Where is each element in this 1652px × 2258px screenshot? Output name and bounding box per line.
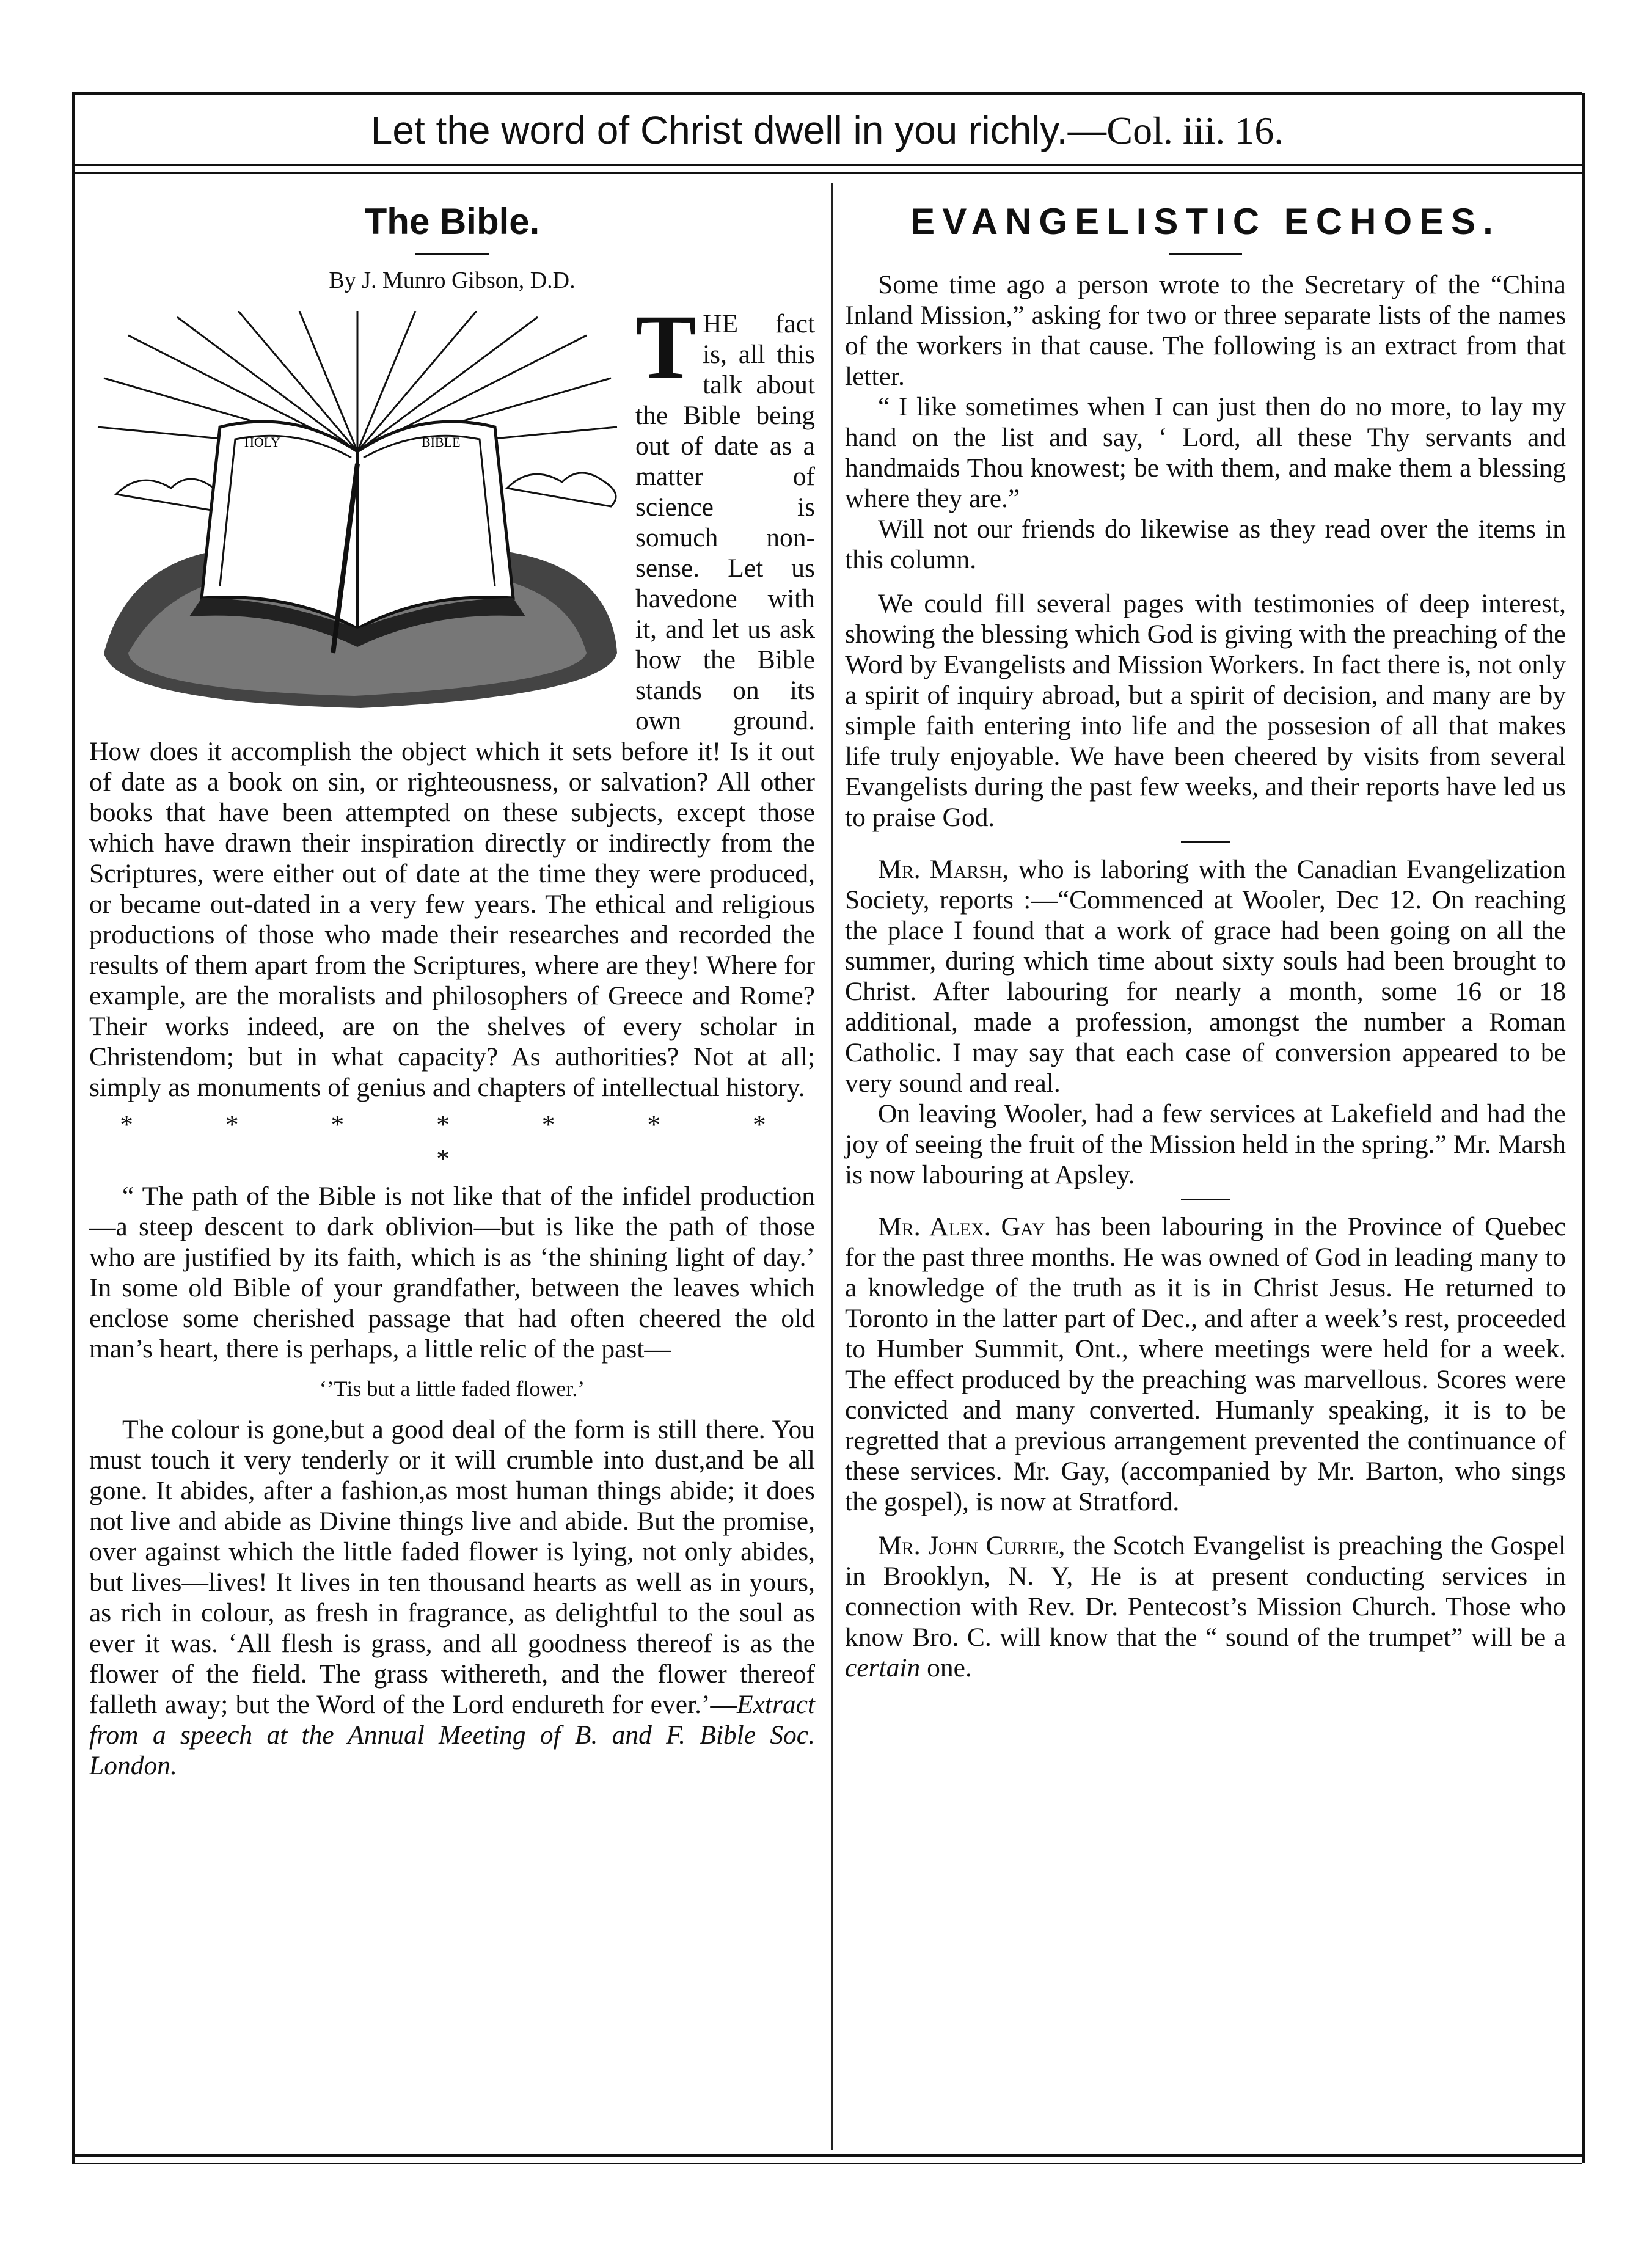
bible-paragraph-3 <box>89 1414 815 1781</box>
spacer <box>845 575 1566 588</box>
bible-label-holy: HOLY <box>244 434 280 450</box>
faded-flower-quote: ‘’Tis but a little faded flower.’ <box>319 1376 585 1401</box>
echoes-paragraph-currie <box>845 1530 1566 1683</box>
section-rule <box>1181 841 1230 843</box>
column-divider <box>831 183 833 2150</box>
header-rule <box>72 164 1582 166</box>
right-column <box>845 183 1566 1683</box>
article-title-bible: The Bible. <box>364 201 540 242</box>
echoes-paragraph-gay-text: has been labouring in the Province of Quebec for the past three months. He was owned of God in leading many to a knowledge of the truth as it is in Christ Jesus. He returned to Toronto in the latter part of Dec., and after a week’s rest, proceeded to Humber Summit, Ont., where meetings were held for a week. The effect produced by the preaching was marvellous. Scores were convicted and many converted. Humanly speaking, it is to be regretted that a previous arrangement prevented the continuance of these services. Mr. Gay, (accompanied by Mr. Barton, who sings the gospel), is now at Stratford. <box>845 1212 1566 1516</box>
echoes-paragraph-marsh <box>845 854 1566 1098</box>
section-rule <box>1181 1199 1230 1200</box>
echoes-paragraph-2: “ I like sometimes when I can just then do no more, to lay my hand on the list and say, ‘ Lord, all these Thy servants and handmaids Thou knowest; be with them, and make them a blessing where they are.” <box>845 392 1566 513</box>
spacer <box>845 1517 1566 1530</box>
bible-label-bible: BIBLE <box>422 434 461 450</box>
echoes-paragraph-3: Will not our friends do likewise as they read over the items in this column. <box>845 514 1566 574</box>
echoes-paragraph-currie-text: the Scotch Evangelist is preaching the Gospel in Brooklyn, N. Y, He is at present conducting services in connection with Rev. Dr. Pentecost’s Mission Church. Those who know Bro. C. will know that the “ sound of the trumpet” will be a <box>845 1531 1566 1652</box>
motto-reference: Col. iii. 16. <box>1106 109 1284 152</box>
echoes-paragraph-marsh-text: who is laboring with the Canadian Evangelization Society, reports :—“Commenced at Wooler, Dec 12. On reaching the place I found that a work of grace had been going on all the summer, during which time about sixty souls had been brought to Christ. After labouring for nearly a month, some 16 or 18 additional, made a profession, amongst the number a Roman Catholic. I may say that each case of conversion appeared to be very sound and real. <box>845 855 1566 1098</box>
bible-source-citation: Extract from a speech at the Annual Meeting of B. and F. Bible Soc. London. <box>89 1690 815 1780</box>
person-name-gay: Mr. Alex. Gay <box>878 1212 1045 1241</box>
title-rule <box>1169 253 1242 255</box>
person-name-marsh: Mr. Marsh, <box>878 855 1009 884</box>
echoes-paragraph-wooler: On leaving Wooler, had a few services at Lakefield and had the joy of seeing the fruit of the Mission held in the spring.” Mr. Marsh is now labouring at Apsley. <box>845 1099 1566 1189</box>
echoes-paragraph-4: We could fill several pages with testimonies of deep interest, showing the blessing which God is giving with the preaching of the Word by Evangelists and Mission Workers. In fact there is, not only a spirit of inquiry abroad, but a spirit of decision, and many are by simple faith entering into life and the possesion of all that makes life truly enjoyable. We have been cheered by visits from several Evangelists during the past few weeks, and their reports have led us to praise God. <box>845 589 1566 832</box>
article-title-echoes: EVANGELISTIC ECHOES. <box>910 201 1500 242</box>
echoes-paragraph-currie-end: one. <box>920 1653 972 1683</box>
person-name-currie: Mr. John Currie, <box>878 1531 1065 1560</box>
bible-paragraph-1-text: HE fact is, all this talk about the Bible being out of date as a matter of science is somuch non-sense. Let us havedone with it, and let us ask how the Bible stands on its own ground. How does it accomplish the object which it sets before it! Is it out of date as a book on sin, or righteousness, or salvation? All other books that have been attempted on these subjects, except those which have drawn their inspiration directly or indirectly from the Scriptures, were either out of date at the time they were produced, or became out-dated in a very few years. The ethical and religious productions of those who made their researches and recorded the results of them apart from the Scriptures, where are they! Where for example, are the moralists and philosophers of Greece and Rome? Their works indeed, are on the shelves of every scholar in Christendom; but in what capacity? As authorities? Not at all; simply as monuments of genius and chapters of intellectual history. <box>89 309 815 1102</box>
bible-paragraph-3-text: The colour is gone,but a good deal of the form is still there. You must touch it very tenderly or it will crumble into dust,and be all gone. It abides, after a fashion,as most human things abide; it does not live and abide as Divine things live and abide. But the promise, over against which the little faded flower is lying, not only abides, but lives—lives! It lives in ten thousand hearts as well as in yours, as rich in colour, as fresh in fragrance, as delightful to the soul as ever it was. ‘All flesh is grass, and all goodness thereof is as the flower of the field. The grass withereth, and the flower thereof falleth away; but the Word of the Lord endureth for ever.’— <box>89 1415 815 1719</box>
bottom-border-thin <box>72 2163 1582 2164</box>
title-rule <box>415 253 489 255</box>
bible-paragraph-2: “ The path of the Bible is not like that of the infidel production—a steep descent to dark oblivion—but is like the path of those who are justified by its faith, which is as ‘the shining light of day.’ In some old Bible of your grandfather, between the leaves which enclose some cherished passage that had often cheered the old man’s heart, there is perhaps, a little relic of the past— <box>89 1182 815 1364</box>
drop-cap: T <box>635 296 697 398</box>
bottom-border <box>72 2154 1582 2157</box>
echoes-paragraph-1: Some time ago a person wrote to the Secretary of the “China Inland Mission,” asking for two or three separate lists of the names of the workers in that cause. The following is an extract from that letter. <box>845 270 1566 391</box>
echoes-paragraph-gay <box>845 1211 1566 1517</box>
left-column <box>89 183 815 1781</box>
masthead-motto <box>72 103 1582 158</box>
motto-text: Let the word of Christ dwell in you richly.— <box>370 108 1107 152</box>
section-stars: * * * * * * * * <box>120 1110 809 1174</box>
article-byline: By J. Munro Gibson, D.D. <box>329 268 576 293</box>
emphasis-certain: certain <box>845 1653 921 1683</box>
header-rule-thin <box>72 172 1582 174</box>
open-bible-illustration-icon <box>92 311 623 714</box>
